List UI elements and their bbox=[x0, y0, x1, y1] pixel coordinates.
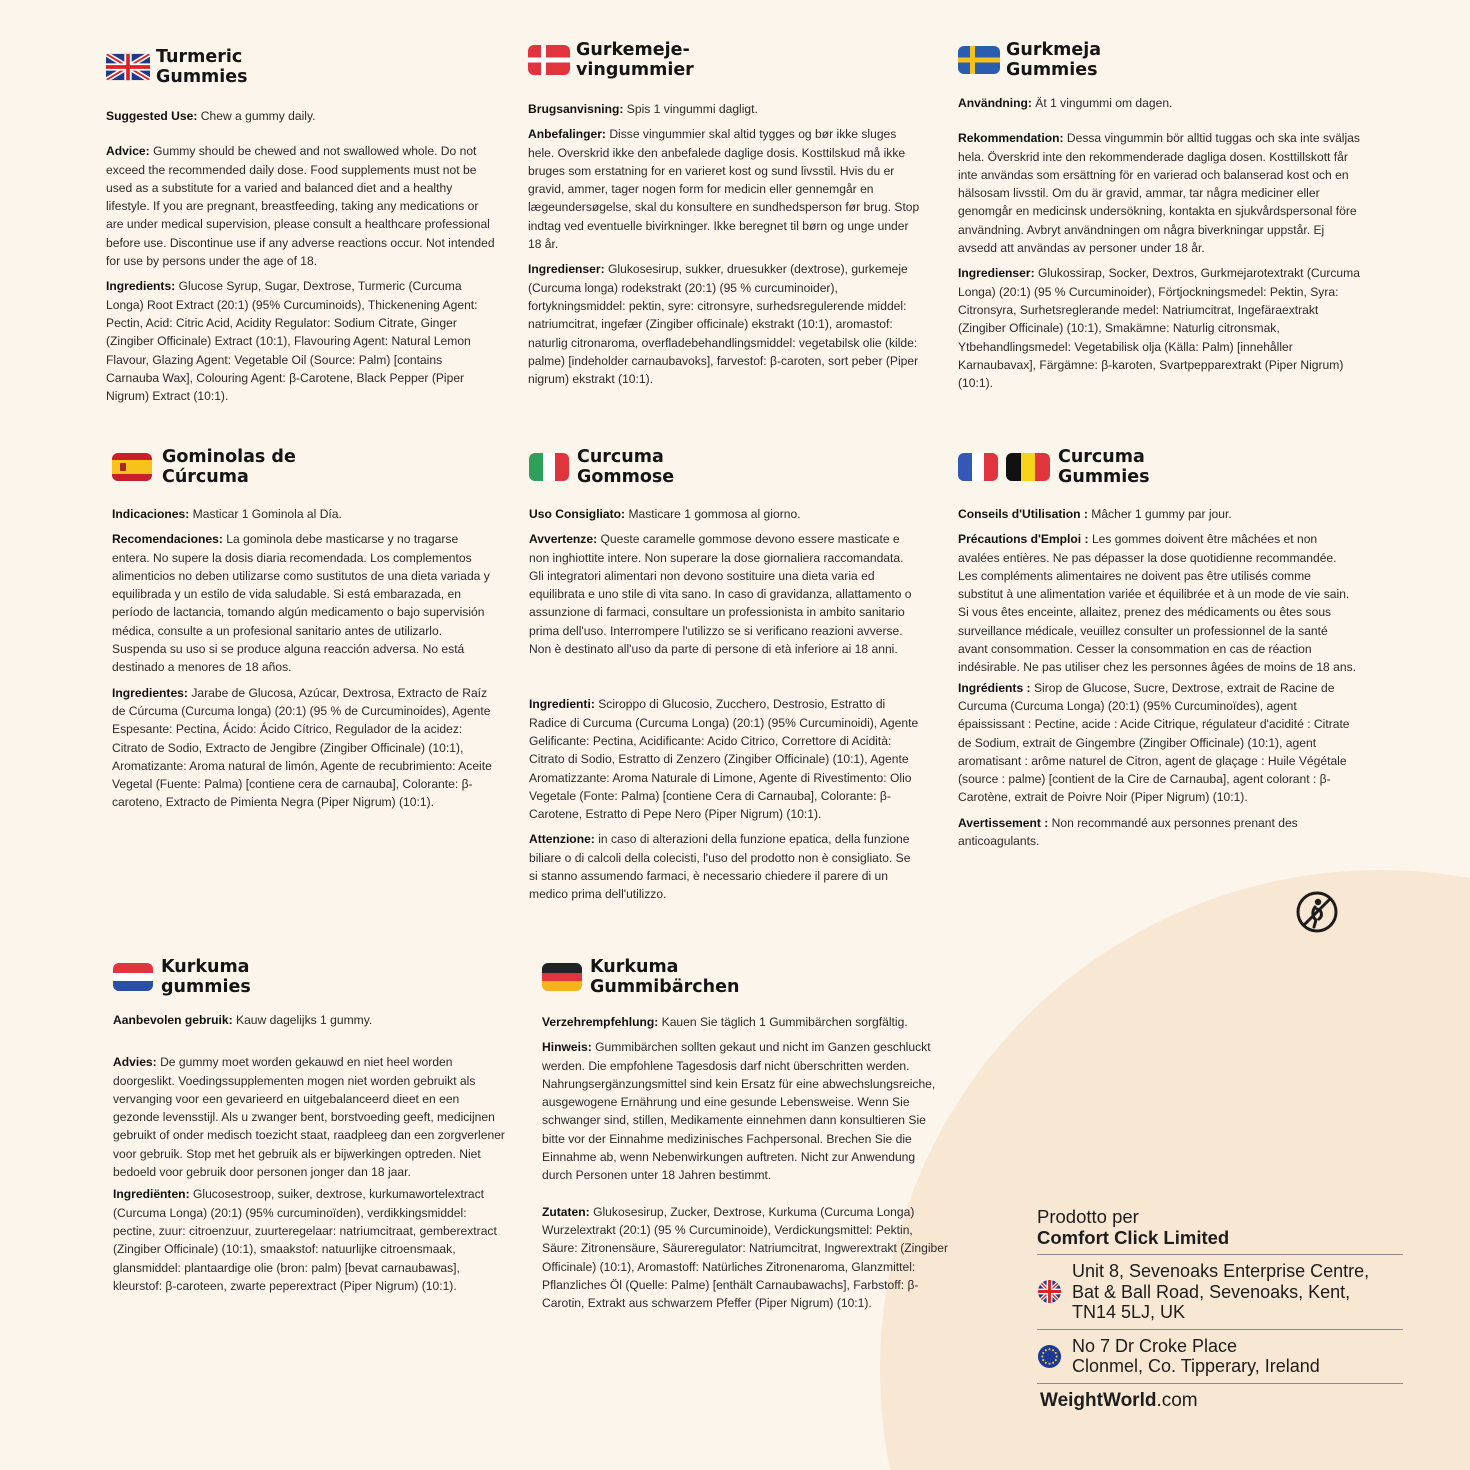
company-name: Comfort Click Limited bbox=[1037, 1227, 1230, 1248]
advice: Advice: Gummy should be chewed and not swallowed whole. Do not exceed the recommended daily dose. Food supplements must not be used as a substitute for a varied and balanced diet and a healthy lifestyle. If you are pregnant, breastfeeding, taking any medications or are under medical supervision, please consult a healthcare professional before use. Discontinue use if any adverse reactions occur. Not intended for use by persons under the age of 18. bbox=[106, 144, 495, 269]
ingredients: Ingredienti: Sciroppo di Glucosio, Zucchero, Destrosio, Estratto di Radice di Curcuma (Curcuma Longa) (20:1) (95% Curcuminoidi), Agente Gelificante: Pectina, Acidificante: Acido Citrico, Correttore di Acidità: Citrato di Sodio, Estratto di Zenzero (Zingiber Officinale) (10:1), Agente Aromatizzante: Aroma Naturale di Limone, Agente di Rivestimento: Olio Vegetale (Fonte: Palma) [contiene Cera di Carnauba], Colorante: β-Carotene, Estratto di Pepe Nero (Piper Nigrum) (10:1). bbox=[529, 697, 919, 822]
eu-flag-icon bbox=[1037, 1344, 1062, 1369]
belgium-flag-icon bbox=[1006, 453, 1050, 481]
brand-logo: WeightWorld.com bbox=[1040, 1389, 1198, 1411]
section-english bbox=[106, 47, 498, 412]
product-title: Gurkmeja Gummies bbox=[1006, 40, 1102, 80]
uk-address-text: Unit 8, Sevenoaks Enterprise Centre, Bat & Ball Road, Sevenoaks, Kent, TN14 5LJ, UK bbox=[1072, 1261, 1370, 1322]
section-dutch bbox=[113, 957, 505, 1302]
product-title: Gominolas de Cúrcuma bbox=[162, 447, 296, 487]
ingredients: Ingredientes: Jarabe de Glucosa, Azúcar, Dextrosa, Extracto de Raíz de Cúrcuma (Curcuma longa) (20:1) (95 % de Curcuminoides), Agente Espesante: Pectina, Ácido: Ácido Cítrico, Regulador de la acidez: Citrato de Sodio, Extracto de Jengibre (Zingiber Officinale) (10:1), Aromatizante: Aroma natural de limón, Agente de recubrimiento: Aceite Vegetal (Fuente: Palma) [contiene cera de carnauba], Colorante: β-caroteno, Extracto de Pimienta Negra (Piper Nigrum) (10:1). bbox=[112, 685, 492, 810]
section-header bbox=[958, 40, 1360, 80]
warning: Avertissement : Non recommandé aux personnes prenant des anticoagulants. bbox=[958, 815, 1298, 849]
netherlands-flag-icon bbox=[113, 963, 153, 991]
ingredients: Ingredients: Glucose Syrup, Sugar, Dextrose, Turmeric (Curcuma Longa) Root Extract (20:1) (95% Curcuminoids), Thickenening Agent: Pectin, Acid: Citric Acid, Acidity Regulator: Sodium Citrate, Ginger (Zingiber Officinale) Extract (10:1), Flavouring Agent: Natural Lemon Flavour, Glazing Agent: Vegetable Oil (Source: Palm) [contains Carnauba Wax], Colouring Agent: β-Carotene, Black Pepper (Piper Nigrum) Extract (10:1). bbox=[106, 279, 478, 404]
suggested-use: Brugsanvisning: Spis 1 vingummi dagligt. bbox=[528, 102, 758, 116]
spain-flag-icon bbox=[112, 453, 152, 481]
germany-flag-icon bbox=[542, 963, 582, 991]
france-flag-icon bbox=[958, 453, 998, 481]
advice: Avvertenze: Queste caramelle gommose devono essere masticate e non inghiottite intere. Non superare la dose giornaliera raccomandata. Gli integratori alimentari non devono sostituire una dieta varia ed equilibrata e uno stile di vita sano. In caso di gravidanza, allattamento o assunzione di farmaci, consultare un professionista in ambito sanitario prima dell'uso. Interrompere l'utilizzo se si verificano reazioni avverse. Non è destinato all'uso da parte di persone di età inferiore ai 18 anni. bbox=[529, 532, 912, 657]
ingredients: Ingredienser: Glukosesirup, sukker, druesukker (dextrose), gurkemeje (Curcuma longa) rodekstrakt (20:1) (95 % curcuminoider), fortykningsmiddel: pektin, syre: citronsyre, surhedsregulerende middel: natriumcitrat, ingefær (Zingiber officinale) ekstrakt (10:1), aromastof: naturlig citronaroma, overfladebehandlingsmiddel: vegetabilsk olie (kilde: palme) [indeholder carnaubavoks], farvestof: β-caroten, sort peber (Piper nigrum) ekstrakt (10:1). bbox=[528, 262, 919, 387]
ingredients: Ingrediënten: Glucosestroop, suiker, dextrose, kurkumawortelextract (Curcuma Longa) (20:1) (95% curcuminoïden), verdikkingsmiddel: pectine, zuur: citroenzuur, zuurteregelaar: natriumcitraat, gemberextract (Zingiber Officinale) (10:1), smaakstof: natuurlijke citroensmaak, glansmiddel: plantaardige olie (bron: palm) [bevat carnaubawas], kleurstof: β-caroteen, zwarte peperextract (Piper Nigrum) (10:1). bbox=[113, 1187, 497, 1293]
suggested-use: Indicaciones: Masticar 1 Gominola al Día. bbox=[112, 507, 342, 521]
section-header bbox=[958, 447, 1358, 487]
product-title: Curcuma Gommose bbox=[577, 447, 675, 487]
ingredients: Zutaten: Glukosesirup, Zucker, Dextrose, Kurkuma (Curcuma Longa) Wurzelextrakt (20:1) (95 % Curcuminoide), Verdickungsmittel: Pektin, Säure: Zitronensäure, Säureregulator: Natriumcitrat, Ingwerextrakt (Zingiber Officinale) (10:1), Aromastoff: Natürliches Zitronenaroma, Glanzmittel: Pflanzliches Öl (Quelle: Palme) [enthält Carnaubawachs], Farbstoff: β-Carotin, Extrakt aus schwarzem Pfeffer (Piper Nigrum) (10:1). bbox=[542, 1204, 948, 1311]
advice: Recomendaciones: La gominola debe masticarse y no tragarse entera. No supere la dosis diaria recomendada. Los complementos alimenticios no deben utilizarse como sustitutos de una dieta variada y equilibrada y un estilo de vida saludable. Si está embarazada, en período de lactancia, tomando algún medicamento o bajo supervisión médica, consulte a un profesional sanitario antes de utilizarlo. Suspenda su uso si se produce alguna reacción adversa. No está destinado a menores de 18 años. bbox=[112, 532, 490, 675]
product-title: Curcuma Gummies bbox=[1058, 447, 1150, 487]
suggested-use: Suggested Use: Chew a gummy daily. bbox=[106, 109, 316, 123]
section-header bbox=[528, 40, 920, 80]
product-title: Kurkuma gummies bbox=[161, 957, 251, 997]
section-spanish bbox=[112, 447, 494, 819]
product-title: Turmeric Gummies bbox=[156, 47, 248, 87]
section-french bbox=[958, 447, 1358, 857]
advice: Précautions d'Emploi : Les gommes doivent être mâchées et non avalées entières. Ne pas dépasser la dose quotidienne recommandée. Les compléments alimentaires ne doivent pas être utilisés comme substitut à une alimentation variée et équilibrée et à un mode de vie sain. Si vous êtes enceinte, allaitez, prenez des médicaments ou êtes sous surveillance médicale, veuillez consulter un professionnel de la santé avant consommation. Cesser la consommation en cas de réaction indésirable. Ne pas utiliser chez les personnes âgées de moins de 18 ans. bbox=[958, 532, 1356, 675]
section-danish bbox=[528, 40, 920, 395]
ie-address bbox=[1037, 1336, 1403, 1377]
product-title: Kurkuma Gummibärchen bbox=[590, 957, 740, 997]
section-header bbox=[112, 447, 494, 487]
advice: Hinweis: Gummibärchen sollten gekaut und nicht im Ganzen geschluckt werden. Die empfohlene Tagesdosis darf nicht überschritten werden. Nahrungsergänzungsmittel sind kein Ersatz für eine abwechslungsreiche, ausgewogene Ernährung und eine gesunde Lebensweise. Wenn Sie schwanger sind, stillen, Medikamente einnehmen dann konsultieren Sie bitte vor der Einnahme medizinisches Fachpersonal. Brechen Sie die Einnahme ab, wenn Nebenwirkungen auftreten. Nicht zur Anwendung durch Personen unter 18 Jahren bestimmt. bbox=[542, 1040, 936, 1183]
ingredients: Ingredienser: Glukossirap, Socker, Dextros, Gurkmejarotextrakt (Curcuma Longa) (20:1) (95 % Curcuminoider), Förtjockningsmedel: Pektin, Syra: Citronsyra, Surhetsreglerande medel: Natriumcitrat, Ingefäraextrakt (Zingiber Officinale) (10:1), Smakämne: Naturlig citronsmak, Ytbehandlingsmedel: Vegetabilisk olja (Källa: Palm) [innehåller Karnaubavax], Färgämne: β-karoten, Svartpepparextrakt (Piper Nigrum) (10:1). bbox=[958, 266, 1360, 391]
section-italian bbox=[529, 447, 921, 911]
section-header bbox=[106, 47, 498, 87]
section-german bbox=[542, 957, 948, 1319]
suggested-use: Användning: Ät 1 vingummi om dagen. bbox=[958, 96, 1173, 110]
ingredients: Ingrédients : Sirop de Glucose, Sucre, Dextrose, extrait de Racine de Curcuma (Curcuma Longa) (20:1) (95% Curcuminoïdes), agent épaississant : Pectine, acide : Acide Citrique, régulateur d'acidité : Citrate de Sodium, extrait de Gingembre (Zingiber Officinale) (10:1), agent aromatisant : arôme naturel de Citron, agent de glaçage : Huile Végétale (source : palme) [contient de la Cire de Carnauba], agent colorant : β-Carotène, extrait de Poivre Noir (Piper Nigrum) (10:1). bbox=[958, 680, 1350, 805]
suggested-use: Conseils d'Utilisation : Mâcher 1 gummy par jour. bbox=[958, 507, 1232, 521]
product-title: Gurkemeje- vingummier bbox=[576, 40, 694, 80]
warning: Attenzione: in caso di alterazioni della funzione epatica, della funzione biliare o di calcoli della colecisti, l'uso del prodotto non è consigliato. Se si stanno assumendo farmaci, è necessario chiedere il parere di un medico prima dell'utilizzo. bbox=[529, 832, 911, 902]
divider bbox=[1037, 1254, 1403, 1255]
produced-for-label: Prodotto per bbox=[1037, 1206, 1139, 1227]
suggested-use: Uso Consigliato: Masticare 1 gommosa al giorno. bbox=[529, 507, 801, 521]
suggested-use: Verzehrempfehlung: Kauen Sie täglich 1 Gummibärchen sorgfältig. bbox=[542, 1015, 908, 1029]
section-header bbox=[529, 447, 921, 487]
advice: Rekommendation: Dessa vingummin bör alltid tuggas och ska inte sväljas hela. Överskrid inte den rekommenderade dagliga dosen. Kosttillskott får inte användas som ersättning för en varierad och balanserad kost och en hälsosam livsstil. Om du är gravid, ammar, tar några mediciner eller genomgår en medicinsk undersökning, kontakta en sjukvårdspersonal före användning. Avbryt användningen om några biverkningar uppstår. Ej avsedd att användas av personer under 18 år. bbox=[958, 131, 1360, 256]
uk-flag-icon bbox=[1037, 1279, 1062, 1304]
divider bbox=[1037, 1329, 1403, 1330]
advice: Advies: De gummy moet worden gekauwd en niet heel worden doorgeslikt. Voedingssupplementen mogen niet worden gebruikt als vervanging voor een gevarieerd en uitgebalanceerd dieet en een gezonde levensstijl. Als u zwanger bent, borstvoeding geeft, medicijnen gebruikt of onder medisch toezicht staat, raadpleeg dan een zorgverlener voor gebruik. Stop met het gebruik als er bijwerkingen optreden. Niet bedoeld voor gebruik door personen jonger dan 18 jaar. bbox=[113, 1055, 505, 1180]
suggested-use: Aanbevolen gebruik: Kauw dagelijks 1 gummy. bbox=[113, 1013, 373, 1027]
uk-address bbox=[1037, 1261, 1403, 1323]
section-swedish bbox=[958, 40, 1360, 399]
sweden-flag-icon bbox=[958, 46, 1000, 74]
italy-flag-icon bbox=[529, 453, 569, 481]
manufacturer-footer bbox=[1037, 1206, 1403, 1412]
divider bbox=[1037, 1383, 1403, 1384]
uk-flag-icon bbox=[106, 53, 150, 81]
section-header bbox=[542, 957, 948, 997]
ie-address-text: No 7 Dr Croke Place Clonmel, Co. Tipperary, Ireland bbox=[1072, 1335, 1320, 1376]
section-header bbox=[113, 957, 505, 997]
denmark-flag-icon bbox=[528, 45, 570, 75]
pregnancy-warning-icon bbox=[1294, 889, 1340, 940]
advice: Anbefalinger: Disse vingummier skal altid tygges og bør ikke sluges hele. Overskrid ikke den anbefalede daglige dosis. Kosttilskud må ikke bruges som erstatning for en varieret kost og sund livsstil. Hvis du er gravid, ammer, tager nogen form for medicin eller gennemgår en lægeundersøgelse, skal du konsultere en sundhedsperson før brug. Stop indtag ved eventuelle bivirkninger. Ikke beregnet til børn og unge under 18 år. bbox=[528, 127, 920, 252]
